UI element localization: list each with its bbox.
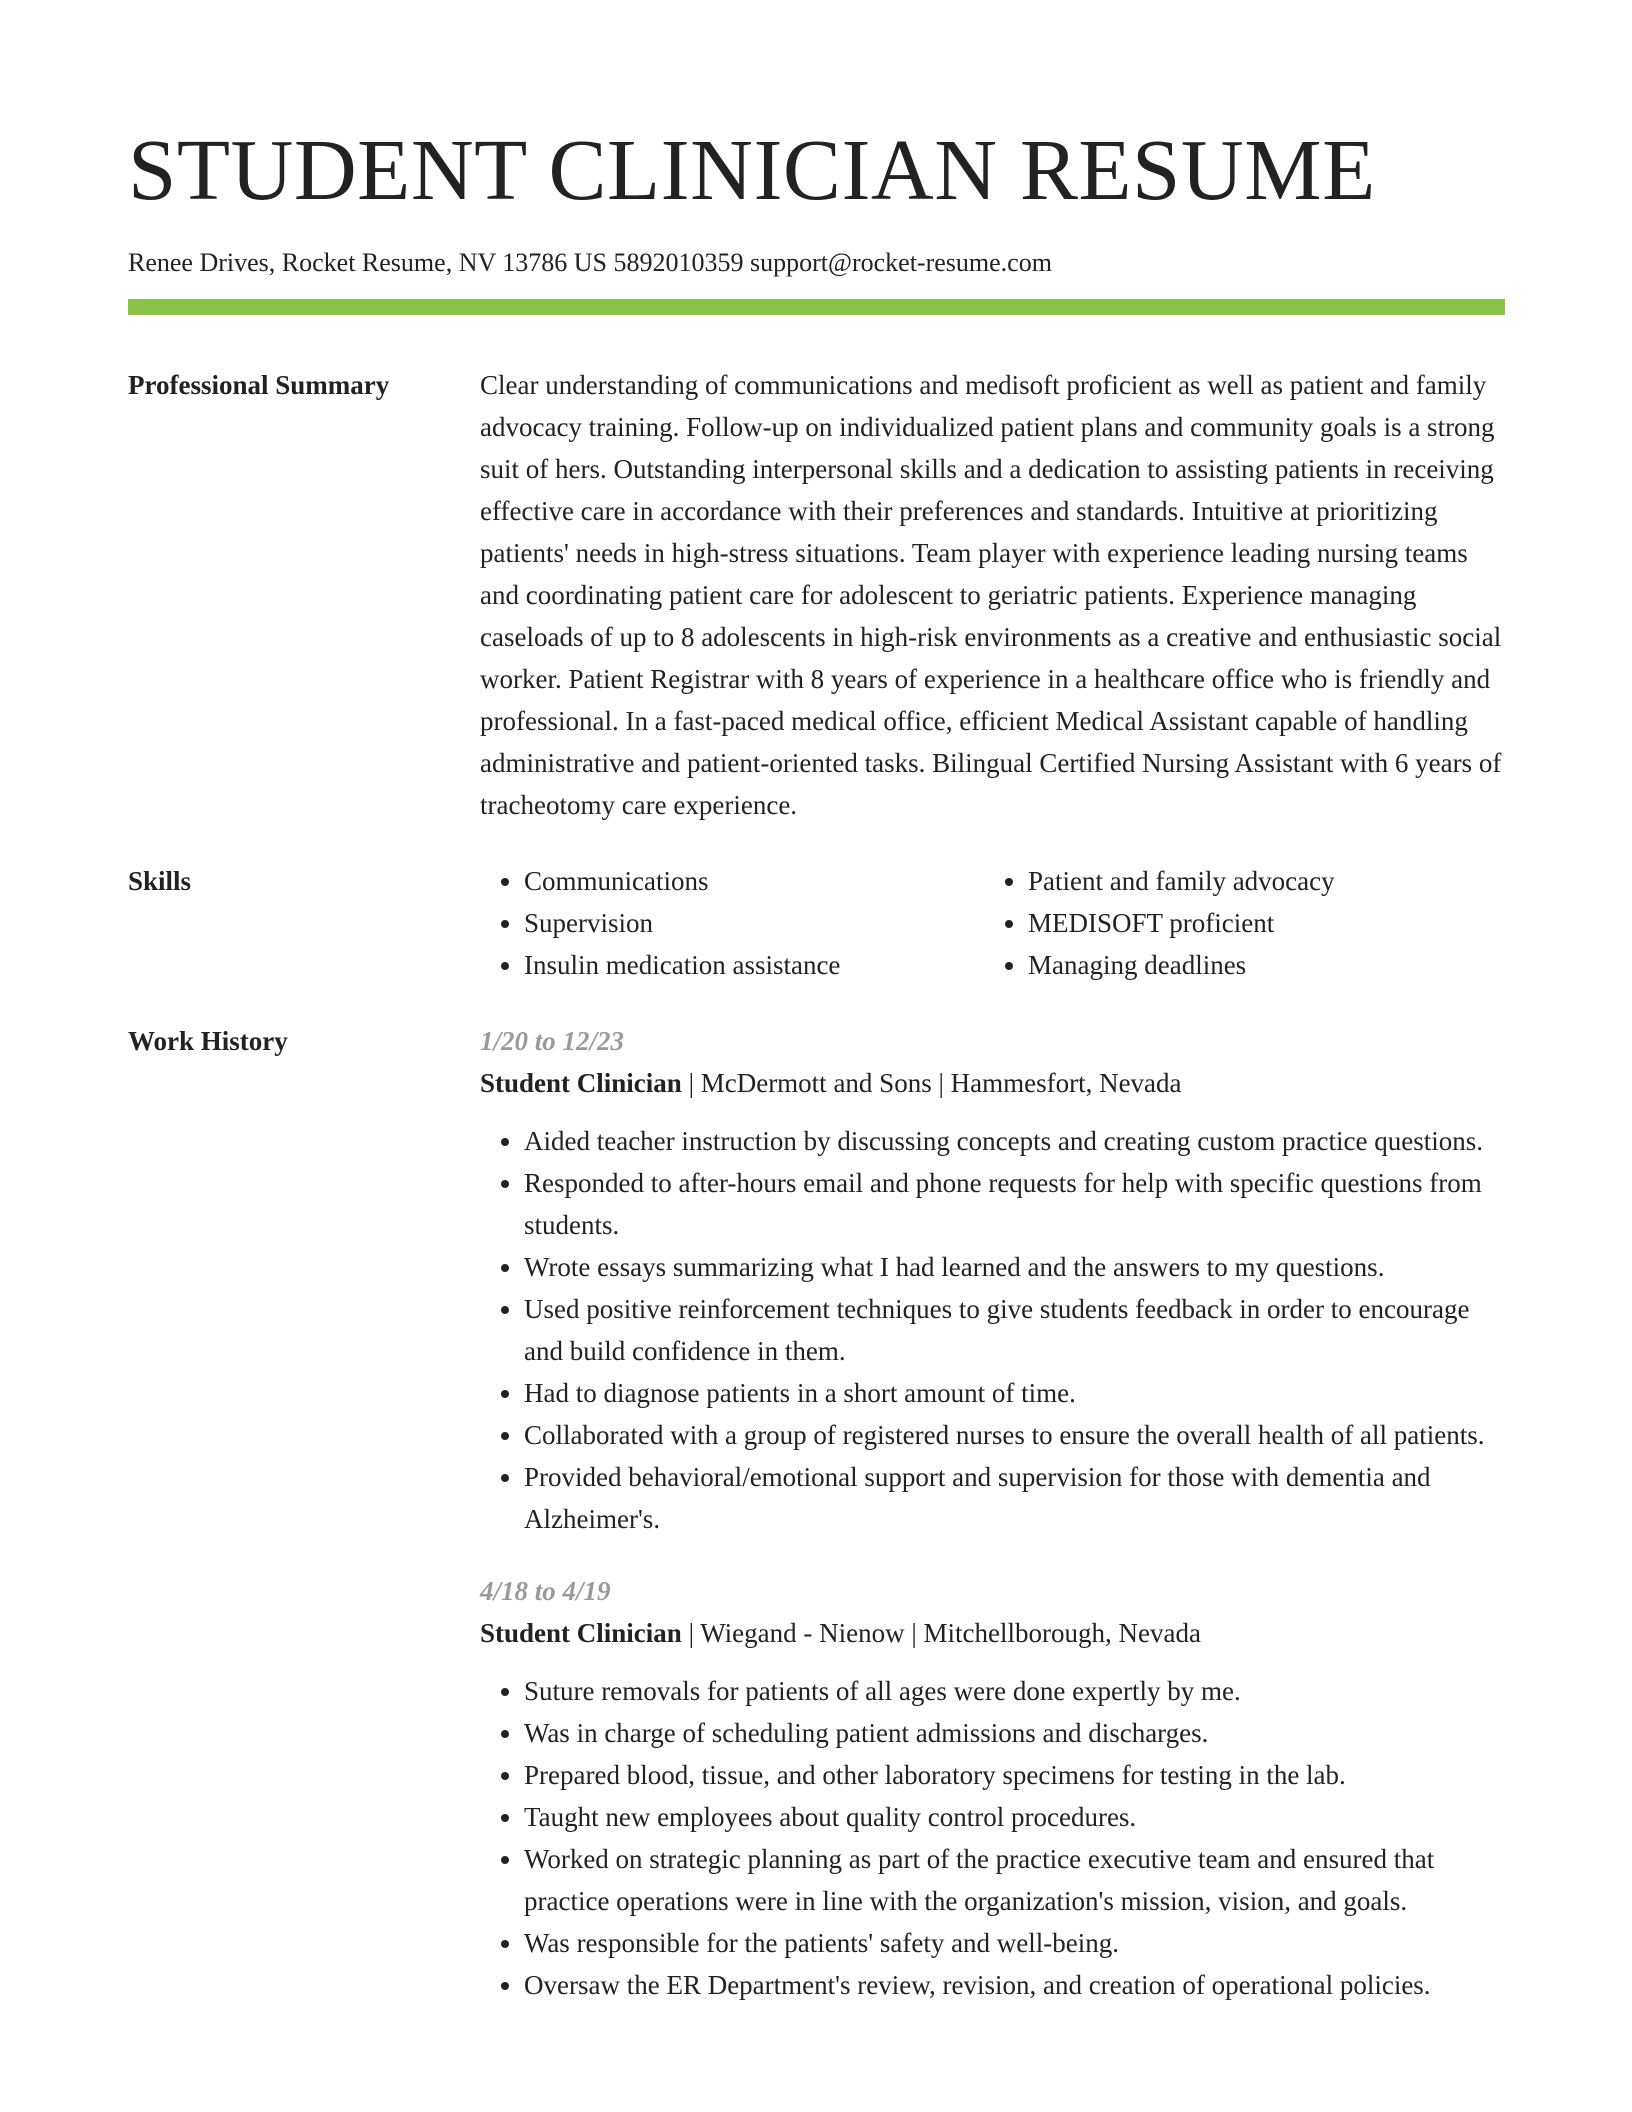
section-title-work: Work History (128, 1026, 288, 1056)
job-separator: | (681, 1618, 701, 1648)
job-bullet: • Responded to after-hours email and phone requests for help with specific questions from students. (524, 1162, 1505, 1246)
summary-text: Clear understanding of communications and medisoft proficient as well as patient and family advocacy training. Follow-up on individualized patient plans and community goals is a strong suit of hers. Outstanding interpersonal skills and a dedication to assisting patients in receiving effective care in accordance with their preferences and standards. Intuitive at prioritizing patients' needs in high-stress situations. Team player with experience leading nursing teams and coordinating patient care for adolescent to geriatric patients. Experience managing caseloads of up to 8 adolescents in high-risk environments as a creative and enthusiastic social worker. Patient Registrar with 8 years of experience in a healthcare office who is friendly and professional. In a fast-paced medical office, efficient Medical Assistant capable of handling administrative and patient-oriented tasks. Bilingual Certified Nursing Assistant with 6 years of tracheotomy care experience. (480, 370, 1502, 820)
job-bullets (480, 1120, 1505, 1540)
job-entry (480, 1570, 1505, 2006)
job-heading (480, 1062, 1505, 1104)
job-bullet: • Used positive reinforcement techniques to give students feedback in order to encourage and build confidence in them. (524, 1288, 1505, 1372)
job-bullet: • Aided teacher instruction by discussing concepts and creating custom practice questions. (524, 1120, 1505, 1162)
job-company: McDermott and Sons (700, 1068, 932, 1098)
job-separator: | (931, 1068, 951, 1098)
job-role: Student Clinician (480, 1618, 682, 1648)
job-bullet: • Taught new employees about quality control procedures. (524, 1796, 1505, 1838)
professional-summary-section (128, 364, 1505, 826)
skills-section (128, 860, 1505, 986)
job-location: Mitchellborough, Nevada (923, 1618, 1201, 1648)
job-entry (480, 1020, 1505, 1540)
job-separator: | (904, 1618, 924, 1648)
skill-item: • Managing deadlines (1028, 944, 1505, 986)
job-bullet: • Had to diagnose patients in a short amount of time. (524, 1372, 1505, 1414)
work-history-body (480, 1020, 1505, 2006)
contact-line: Renee Drives, Rocket Resume, NV 13786 US 5892010359 support@rocket-resume.com (128, 248, 1052, 277)
job-bullet: • Oversaw the ER Department's review, revision, and creation of operational policies. (524, 1964, 1505, 2006)
job-heading (480, 1612, 1505, 1654)
job-dates: 4/18 to 4/19 (480, 1576, 611, 1606)
job-bullet: • Wrote essays summarizing what I had learned and the answers to my questions. (524, 1246, 1505, 1288)
job-dates: 1/20 to 12/23 (480, 1026, 625, 1056)
resume-title: STUDENT CLINICIAN RESUME (128, 121, 1376, 218)
skills-column-right (984, 860, 1505, 986)
skills-column-left (480, 860, 984, 986)
job-bullet: • Was in charge of scheduling patient admissions and discharges. (524, 1712, 1505, 1754)
job-separator: | (681, 1068, 701, 1098)
job-bullet: • Suture removals for patients of all ages were done expertly by me. (524, 1670, 1505, 1712)
skill-item: • MEDISOFT proficient (1028, 902, 1505, 944)
job-bullet: • Worked on strategic planning as part of the practice executive team and ensured that practice operations were in line with the organization's mission, vision, and goals. (524, 1838, 1505, 1922)
job-bullets (480, 1670, 1505, 2006)
job-bullet: • Prepared blood, tissue, and other laboratory specimens for testing in the lab. (524, 1754, 1505, 1796)
skills-grid (480, 860, 1505, 986)
skill-item: • Patient and family advocacy (1028, 860, 1505, 902)
summary-body (480, 364, 1505, 826)
resume-page (128, 0, 1505, 2006)
work-history-section (128, 1020, 1505, 2006)
skill-item: • Supervision (524, 902, 984, 944)
section-title-skills: Skills (128, 866, 192, 896)
job-company: Wiegand - Nienow (700, 1618, 905, 1648)
skill-item: • Communications (524, 860, 984, 902)
skill-item: • Insulin medication assistance (524, 944, 984, 986)
job-bullet: • Provided behavioral/emotional support and supervision for those with dementia and Alzheimer's. (524, 1456, 1505, 1540)
section-title-summary: Professional Summary (128, 370, 390, 400)
job-bullet: • Was responsible for the patients' safety and well-being. (524, 1922, 1505, 1964)
job-bullet: • Collaborated with a group of registered nurses to ensure the overall health of all patients. (524, 1414, 1505, 1456)
accent-divider (128, 299, 1505, 315)
job-role: Student Clinician (480, 1068, 682, 1098)
job-location: Hammesfort, Nevada (950, 1068, 1182, 1098)
